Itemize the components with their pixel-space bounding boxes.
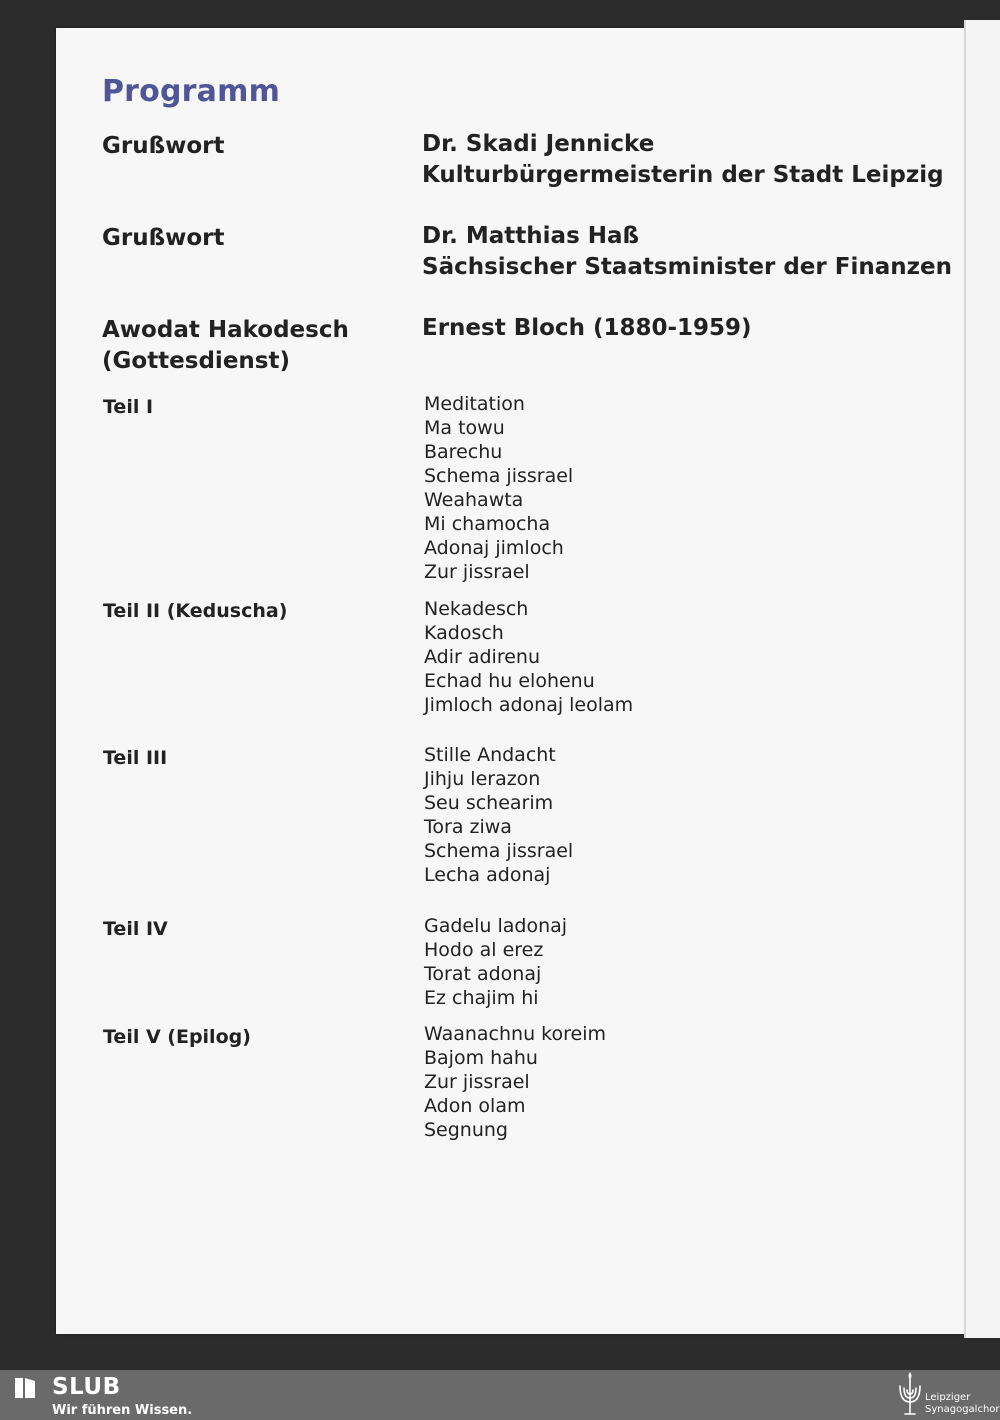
part-5-label: Teil V (Epilog) [103,1026,251,1048]
part-3-label: Teil III [103,747,168,769]
slub-logo-icon [14,1376,36,1400]
work-title [102,315,349,377]
list-item: Mi chamocha [424,513,551,535]
list-item: Schema jissrael [424,840,574,862]
list-item: Hodo al erez [424,939,544,961]
greeting-2-label: Grußwort [102,225,225,251]
list-item: Echad hu elohenu [424,670,595,692]
list-item: Adir adirenu [424,646,541,668]
list-item: Bajom hahu [424,1047,538,1069]
list-item: Lecha adonaj [424,864,551,886]
choir-name-line1: Leipziger [925,1392,971,1403]
list-item: Weahawta [424,489,524,511]
library-tagline: Wir führen Wissen. [52,1403,193,1418]
part-2-label: Teil II (Keduscha) [103,600,288,622]
list-item: Barechu [424,441,503,463]
facing-page-edge [964,20,1000,1338]
list-item: Gadelu ladonaj [424,915,568,937]
part-2-items [424,597,633,717]
greeting-2-name: Dr. Matthias Haß [422,223,640,249]
list-item: Adon olam [424,1095,526,1117]
list-item: Zur jissrael [424,1071,530,1093]
page-title: Programm [102,74,281,109]
part-3-items [424,743,573,887]
list-item: Ez chajim hi [424,987,539,1009]
work-composer: Ernest Bloch (1880-1959) [422,315,752,341]
choir-name-line2: Synagogalchor [925,1404,1000,1415]
list-item: Tora ziwa [424,816,512,838]
greeting-1-speaker [422,129,944,191]
library-name[interactable]: SLUB [52,1374,121,1400]
list-item: Ma towu [424,417,505,439]
greeting-1-name: Dr. Skadi Jennicke [422,131,655,157]
footer-bar [0,1370,1000,1420]
greeting-1-label: Grußwort [102,133,225,159]
list-item: Zur jissrael [424,561,530,583]
list-item: Adonaj jimloch [424,537,564,559]
greeting-2-speaker [422,221,952,283]
part-1-label: Teil I [103,396,154,418]
list-item: Schema jissrael [424,465,574,487]
list-item: Nekadesch [424,598,529,620]
list-item: Torat adonaj [424,963,542,985]
list-item: Seu schearim [424,792,554,814]
part-4-label: Teil IV [103,918,168,940]
work-title-line2: (Gottesdienst) [102,348,290,374]
greeting-2-role: Sächsischer Staatsminister der Finanzen [422,254,952,280]
choir-name [925,1392,1000,1416]
part-4-items [424,914,567,1010]
list-item: Jimloch adonaj leolam [424,694,634,716]
greeting-1-role: Kulturbürgermeisterin der Stadt Leipzig [422,162,944,188]
part-1-items [424,392,573,584]
part-5-items [424,1022,606,1142]
programme-page [56,28,964,1334]
list-item: Meditation [424,393,525,415]
list-item: Kadosch [424,622,504,644]
list-item: Jihju lerazon [424,768,541,790]
work-title-line1: Awodat Hakodesch [102,317,349,343]
list-item: Stille Andacht [424,744,556,766]
menorah-icon [896,1372,924,1418]
list-item: Segnung [424,1119,508,1141]
list-item: Waanachnu koreim [424,1023,606,1045]
